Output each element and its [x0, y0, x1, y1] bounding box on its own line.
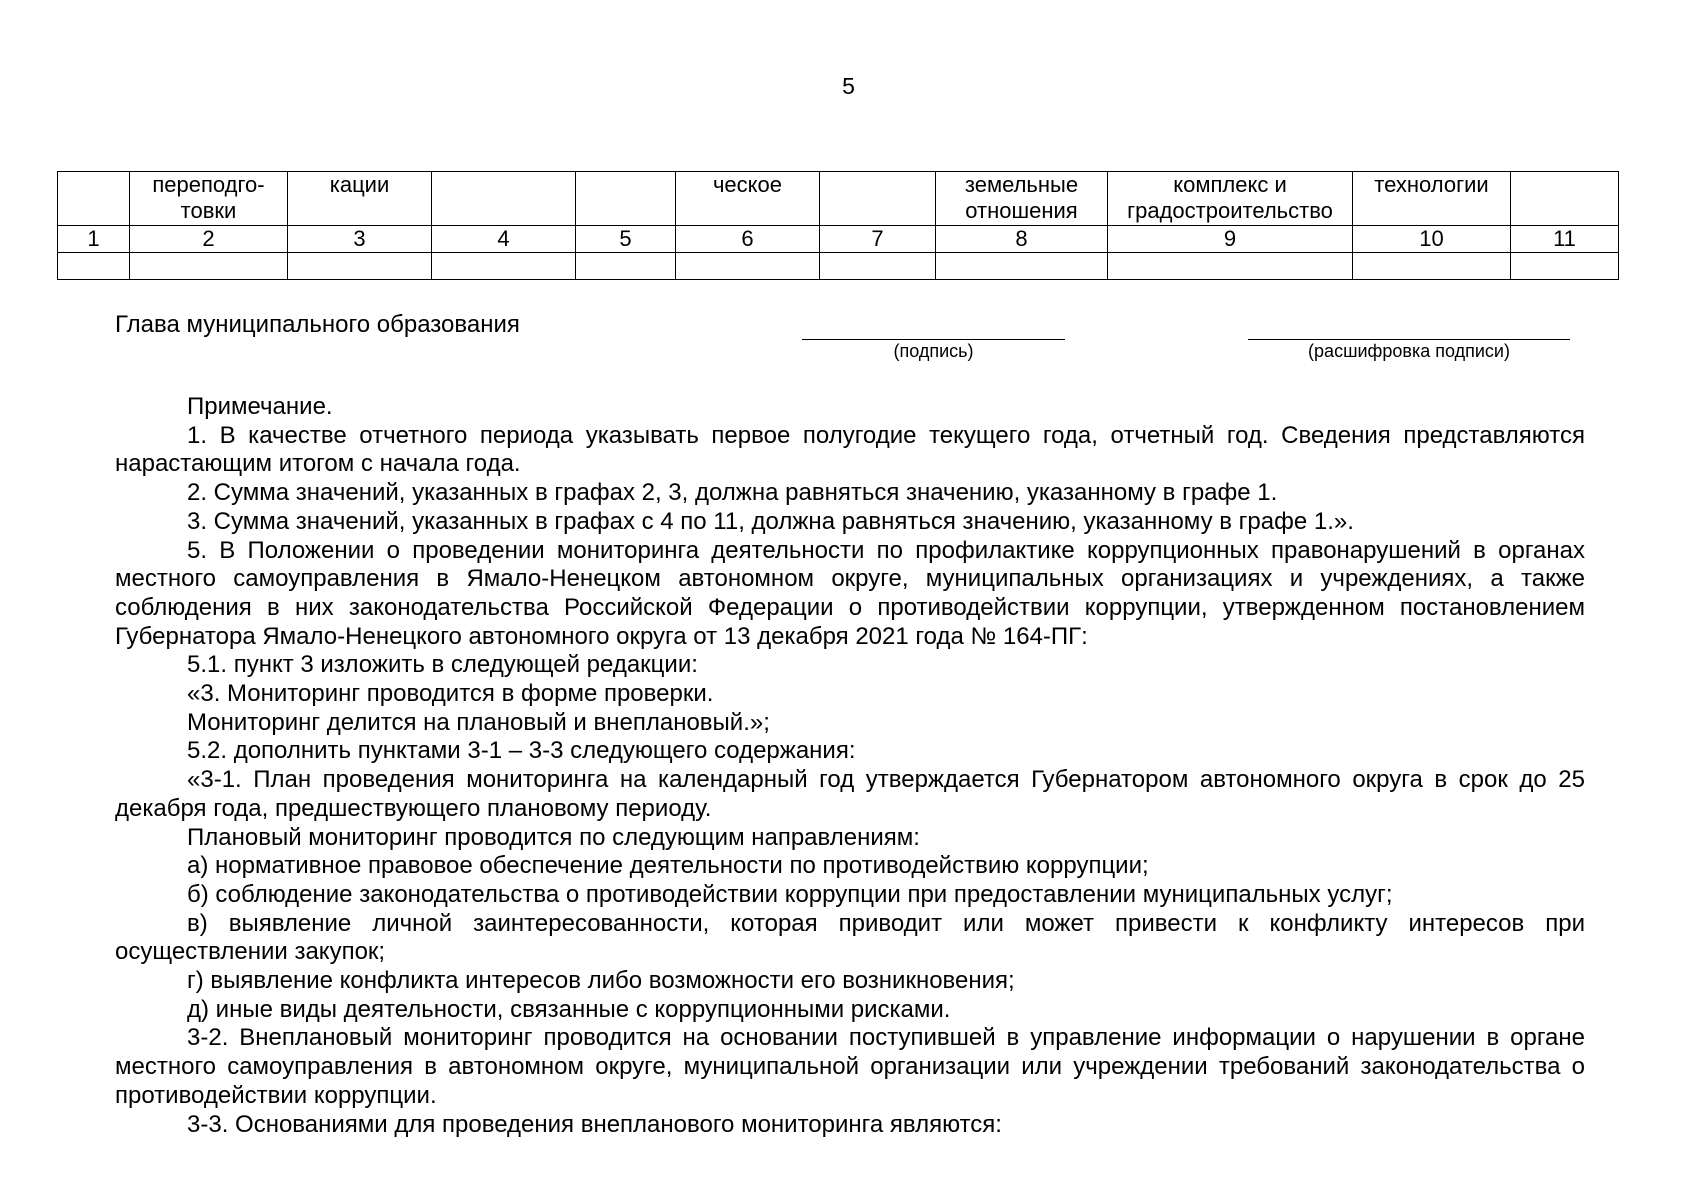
note-paragraph: 3. Сумма значений, указанных в графах с 4 по 11, должна равняться значению, указанному в графе 1.».: [187, 507, 1354, 535]
table-cell: [432, 253, 576, 280]
amendment-paragraph: «3. Мониторинг проводится в форме проверки.: [187, 680, 714, 708]
column-number-cell: 2: [130, 226, 288, 253]
column-number-cell: 8: [936, 226, 1108, 253]
table-cell: [288, 253, 432, 280]
signature-caption: (подпись): [893, 341, 974, 361]
table-header-cell: переподго- товки: [130, 172, 288, 226]
amendment-paragraph: Мониторинг делится на плановый и внеплановый.»;: [187, 708, 770, 736]
column-number-cell: 3: [288, 226, 432, 253]
amendment-list-item: б) соблюдение законодательства о противодействии коррупции при предоставлении муниципальных услуг;: [187, 880, 1393, 908]
table-header-cell: комплекс и градостроительство: [1108, 172, 1353, 226]
amendment-paragraph: 3-3. Основаниями для проведения внепланового мониторинга являются:: [187, 1110, 1002, 1138]
table-header-cell: земельные отношения: [936, 172, 1108, 226]
table-cell: [676, 253, 820, 280]
amendment-list-item: г) выявление конфликта интересов либо возможности его возникновения;: [187, 967, 1015, 995]
column-number-cell: 5: [576, 226, 676, 253]
column-number-cell: 7: [820, 226, 936, 253]
table-header-cell: технологии: [1353, 172, 1511, 226]
column-number-cell: 1: [58, 226, 130, 253]
table-column-numbers-row: [58, 226, 1619, 253]
table-header-cell: [1511, 172, 1619, 226]
amendment-list-item: в) выявление личной заинтересованности, которая приводит или может привести к конфликту интересов при осуществлении закупок;: [115, 909, 1585, 966]
amendment-paragraph: «3-1. План проведения мониторинга на календарный год утверждается Губернатором автономного округа в срок до 25 декабря года, предшествующего плановому периоду.: [115, 766, 1585, 822]
table-cell: [820, 253, 936, 280]
amendment-list-item: а) нормативное правовое обеспечение деятельности по противодействию коррупции;: [187, 852, 1149, 880]
signature-line: [802, 339, 1065, 340]
column-number-cell: 11: [1511, 226, 1619, 253]
table-cell: [58, 253, 130, 280]
table-cell: [576, 253, 676, 280]
column-number-cell: 4: [432, 226, 576, 253]
notes-section: [115, 393, 1585, 1139]
amendment-paragraph: 5.1. пункт 3 изложить в следующей редакции:: [187, 651, 698, 679]
amendment-paragraph: Плановый мониторинг проводится по следующим направлениям:: [187, 823, 920, 851]
table-cell: [936, 253, 1108, 280]
column-number-cell: 9: [1108, 226, 1353, 253]
column-number-cell: 6: [676, 226, 820, 253]
amendment-paragraph: 5.2. дополнить пунктами 3-1 – 3-3 следующего содержания:: [187, 737, 856, 765]
table-cell: [1353, 253, 1511, 280]
signatory-title: Глава муниципального образования: [115, 311, 520, 338]
page-number: 5: [842, 73, 855, 99]
table-header-cell: [820, 172, 936, 226]
table-empty-row: [58, 253, 1619, 280]
table-cell: [1108, 253, 1353, 280]
table-header-cell: ческое: [676, 172, 820, 226]
signature-block: [115, 311, 1585, 367]
table-header-row: [58, 172, 1619, 226]
amendment-list-item: д) иные виды деятельности, связанные с коррупционными рисками.: [187, 995, 951, 1023]
amendment-paragraph: 5. В Положении о проведении мониторинга деятельности по профилактике коррупционных правонарушений в органах местного самоуправления в Ямало-Ненецком автономном округе, муниципальных организациях и учреждениях, а также соблюдения в них законодательства Российской Федерации о противодействии коррупции, утвержденном постановлением Губернатора Ямало-Ненецкого автономного округа от 13 декабря 2021 года № 164-ПГ:: [115, 536, 1585, 650]
notes-heading: Примечание.: [187, 393, 333, 420]
table-cell: [1511, 253, 1619, 280]
table-header-cell: кации: [288, 172, 432, 226]
table-header-cell: [432, 172, 576, 226]
note-paragraph: 1. В качестве отчетного периода указывать первое полугодие текущего года, отчетный год. Сведения представляются нарастающим итогом с начала года.: [115, 421, 1585, 478]
column-number-cell: 10: [1353, 226, 1511, 253]
signature-decoding-line: [1248, 339, 1570, 340]
signature-decoding-caption: (расшифровка подписи): [1308, 341, 1510, 361]
amendment-paragraph: 3-2. Внеплановый мониторинг проводится на основании поступившей в управление информации о нарушении в органе местного самоуправления в автономном округе, муниципальной организации или учреждении требований законодательства о противодействии коррупции.: [115, 1024, 1585, 1109]
table-cell: [130, 253, 288, 280]
table-header-cell: [58, 172, 130, 226]
note-paragraph: 2. Сумма значений, указанных в графах 2, 3, должна равняться значению, указанному в графе 1.: [187, 479, 1278, 507]
report-table: [57, 171, 1619, 280]
table-header-cell: [576, 172, 676, 226]
